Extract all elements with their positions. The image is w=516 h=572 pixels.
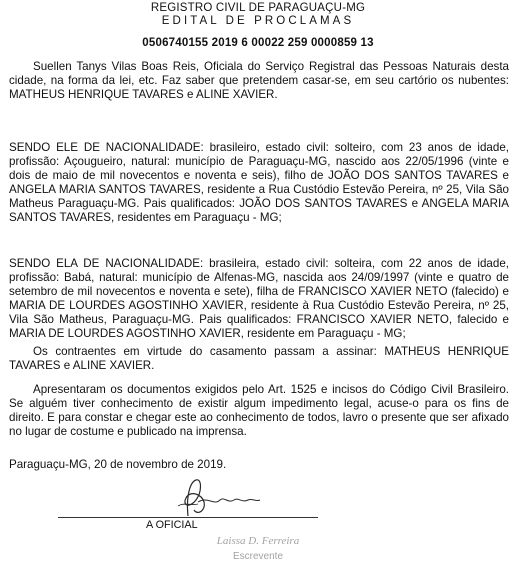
registration-number: 0506740155 2019 6 00022 259 0000859 13 [142,37,374,49]
groom-paragraph: SENDO ELE DE NACIONALIDADE: brasileiro, estado civil: solteiro, com 23 anos de idade, profissão: Açougueiro, natural: município de Paraguaçu-MG, nascido aos 22/05/1996 (vinte e dois de maio de mil novecentos e noventa e seis), filho de JOÃO DOS SANTOS TAVARES e ANGELA MARIA SANTOS TAVARES, residente a Rua Custódio Estevão Pereira, nº 25, Vila São Matheus Paraguaçu-MG. Pais qualificados: JOÃO DOS SANTOS TAVARES e ANGELA MARIA SANTOS TAVARES, residentes em Paraguaçu - MG; [9,141,509,225]
signing-text: Os contraentes em virtude do casamento passam a assinar: MATHEUS HENRIQUE TAVARES e ALINE XAVIER. [9,345,509,373]
signature-line [58,517,318,518]
intro-paragraph [9,60,509,102]
document-date: Paraguaçu-MG, 20 de novembro de 2019. [9,458,227,471]
signing-paragraph [9,345,509,373]
documents-paragraph [9,383,509,439]
signer-name: Laissa D. Ferreira [216,535,300,547]
intro-text: Suellen Tanys Vilas Boas Reis, Oficiala do Serviço Registral das Pessoas Naturais desta cidade, na forma da lei, etc. Faz saber que pretendem casar-se, em seu cartório os nubentes: MATHEUS HENRIQUE TAVARES e ALINE XAVIER. [9,60,509,102]
registry-title: REGISTRO CIVIL DE PARAGUAÇU-MG [150,2,366,14]
bride-paragraph: SENDO ELA DE NACIONALIDADE: brasileira, estado civil: solteira, com 22 anos de idade, profissão: Babá, natural: município de Alfenas-MG, nascida aos 24/09/1997 (vinte e quatro de setembro de mil novecentos e noventa e sete), filha de FRANCISCO XAVIER NETO (falecido) e MARIA DE LOURDES AGOSTINHO XAVIER, residente à Rua Custódio Estevão Pereira, nº 25, Vila São Matheus, Paraguaçu-MG. Pais qualificados: FRANCISCO XAVIER NETO, falecido e MARIA DE LOURDES AGOSTINHO XAVIER, residente em Paraguaçu - MG; [9,257,509,341]
signer-role: Escrevente [232,551,284,562]
documents-text: Apresentaram os documentos exigidos pelo Art. 1525 e incisos do Código Civil Brasileiro. Se alguém tiver conhecimento de existir algum impedimento legal, acuse-o para os fins de direito. E para constar e chegar este ao conhecimento de todos, lavro o presente que ser afixado no lugar de costume e publicado na imprensa. [9,383,509,439]
edital-title: EDITAL DE PROCLAMAS [161,15,355,27]
signature-label: A OFICIAL [146,519,198,531]
handwritten-signature [168,476,278,522]
